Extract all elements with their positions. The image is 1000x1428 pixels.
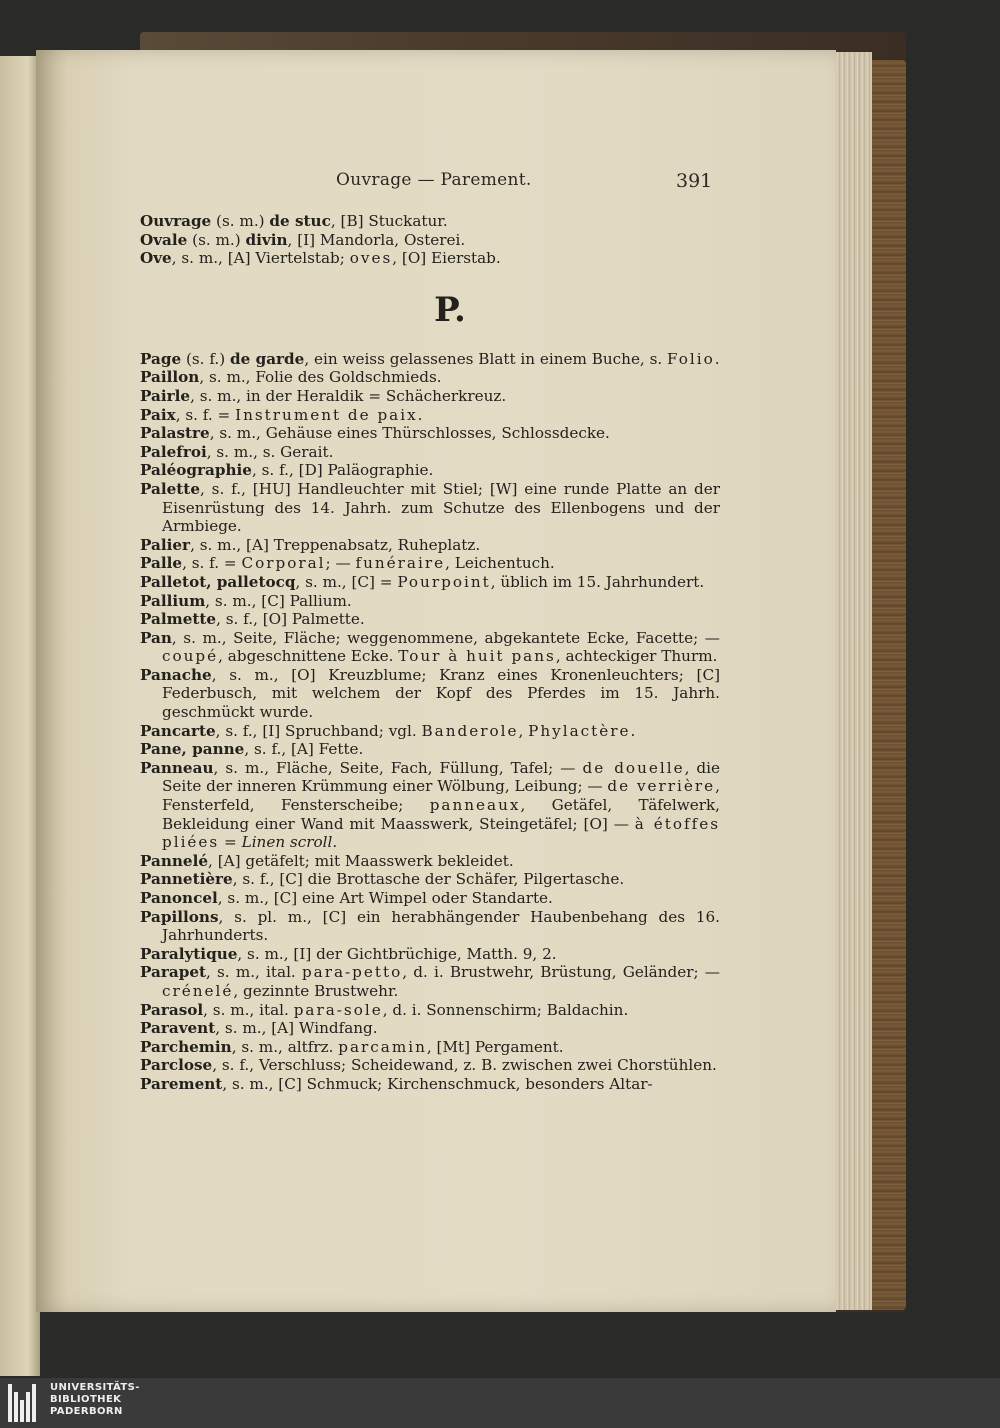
dictionary-entry: [140, 945, 720, 964]
entry-text: , s. f., [C] die Brottasche der Schäfer, Pilgertasche.: [232, 870, 625, 889]
left-page-strip: [0, 56, 40, 1376]
spaced-term: de douelle: [582, 758, 685, 777]
entry-text: , s. f., [HU] Handleuchter mit Stiel; [W] eine runde Platte an der Eisenrüstung des 14. Jahrh. zum Schutze des Ellenbogens und der Armbiege.: [162, 479, 720, 536]
entry-text: , s. f., [I] Spruchband; vgl.: [215, 721, 422, 740]
headword: Parclose: [140, 1056, 213, 1075]
book-spine-edge: [870, 60, 906, 1310]
entry-text: , s. m., Fläche, Seite, Fach, Füllung, Tafel; —: [213, 758, 583, 777]
entry-text: , s. m., [C] Schmuck; Kirchenschmuck, besonders Altar-: [222, 1074, 653, 1093]
spaced-term: Corporal: [241, 554, 326, 573]
entry-text: (s. m.): [187, 230, 246, 249]
entry-text: , s. m., [C] =: [295, 572, 398, 591]
dictionary-entry: [140, 1075, 720, 1094]
headword-phrase: de stuc: [269, 212, 331, 230]
dictionary-entry: [140, 461, 720, 480]
dictionary-entry: [140, 1001, 720, 1020]
headword-phrase: divin: [245, 230, 288, 249]
spaced-term: crénelé: [162, 981, 234, 1000]
entry-text: .: [332, 833, 338, 852]
section-letter: P.: [434, 289, 466, 330]
spaced-term: funéraire: [355, 554, 446, 573]
entry-text: , d. i. Sonnenschirm; Baldachin.: [382, 1000, 629, 1019]
dictionary-entry: [140, 480, 720, 536]
headword: Paléographie: [140, 461, 252, 480]
headword: Pane, panne: [140, 740, 245, 759]
dictionary-entry: [140, 722, 720, 741]
headword: Ove: [140, 249, 172, 268]
library-name-line-1: UNIVERSITÄTS-: [50, 1382, 140, 1393]
headword: Panache: [140, 665, 212, 684]
dictionary-entry: [140, 852, 720, 871]
page-number: 391: [676, 170, 713, 192]
entry-text: .: [630, 721, 636, 740]
entry-text: , s. m., [C] eine Art Wimpel oder Standarte.: [217, 889, 553, 907]
entry-text: , Fensterfeld, Fensterscheibe;: [162, 777, 720, 815]
entry-text: , s. pl. m., [C] ein herabhängender Haubenbehang des 16. Jahrhunderts.: [162, 907, 720, 945]
spaced-term: para-sole: [293, 1000, 383, 1019]
entry-text: , s. m., Folie des Goldschmieds.: [199, 368, 442, 387]
dictionary-entry: [140, 759, 720, 852]
headword: Parapet: [140, 963, 206, 982]
entry-text: , [B] Stuckatur.: [330, 212, 448, 230]
headword: Pannetière: [140, 870, 233, 889]
dictionary-entry: [140, 666, 720, 722]
entry-text: , abgeschnittene Ecke.: [218, 647, 399, 666]
dictionary-entry: [140, 1038, 720, 1057]
entry-text: , [I] Mandorla, Osterei.: [287, 230, 466, 249]
entry-text: , s. m., ital.: [206, 963, 302, 982]
dictionary-entry: [140, 443, 720, 462]
dictionary-entry: [140, 908, 720, 945]
dictionary-entry: [140, 554, 720, 573]
headword: Pan: [140, 628, 172, 647]
entry-text: , [Mt] Pergament.: [426, 1037, 564, 1056]
headword: Palette: [140, 479, 200, 498]
dictionary-entry: [140, 424, 720, 443]
entry-text: .: [417, 405, 423, 424]
library-name: [50, 1382, 140, 1418]
entry-text: ; —: [325, 554, 356, 573]
spaced-term: à étoffes pliées: [162, 814, 720, 852]
library-name-line-3: PADERBORN: [50, 1406, 123, 1417]
dictionary-entry: [140, 387, 720, 406]
dictionary-entry: [140, 536, 720, 555]
entry-text: (s. m.): [211, 212, 270, 230]
entry-text: , Leichentuch.: [445, 554, 555, 573]
headword: Parasol: [140, 1000, 204, 1019]
headword-phrase: de garde: [230, 349, 305, 368]
dictionary-entry: [140, 1019, 720, 1038]
entry-text: .: [714, 349, 720, 368]
headword: Pannelé: [140, 851, 209, 870]
dictionary-text: [140, 212, 720, 1094]
spaced-term: Phylactère: [528, 721, 631, 740]
entry-text: , gezinnte Brustwehr.: [233, 981, 399, 1000]
dictionary-entry: [140, 610, 720, 629]
entry-text: , s. m., [A] Viertelstab;: [171, 249, 350, 268]
headword: Pancarte: [140, 721, 216, 740]
headword: Parchemin: [140, 1037, 232, 1056]
headword: Panoncel: [140, 889, 218, 907]
dictionary-entry: [140, 1056, 720, 1075]
entry-text: , s. m., Gehäuse eines Thürschlosses, Schlossdecke.: [209, 424, 610, 443]
spaced-term: de verrière: [607, 777, 716, 796]
headword: Ouvrage: [140, 212, 212, 230]
dictionary-entry: [140, 963, 720, 1000]
entry-text: , s. m., [O] Kreuzblume; Kranz eines Kronenleuchters; [C] Federbusch, mit welchem der Kopf des Pferdes im 15. Jahrh. geschmückt wurde.: [162, 665, 720, 722]
entry-text: , üblich im 15. Jahrhundert.: [490, 572, 705, 591]
dictionary-entry: [140, 889, 720, 908]
spaced-term: Tour à huit pans: [398, 647, 556, 666]
entry-text: , s. m., [A] Windfang.: [215, 1019, 378, 1038]
spaced-term: Folio: [667, 349, 715, 368]
entry-text: , s. f., [D] Paläographie.: [251, 461, 434, 480]
headword: Paravent: [140, 1019, 216, 1038]
dictionary-entry: [140, 368, 720, 387]
dictionary-entry: [140, 573, 720, 592]
entry-text: , s. m., ital.: [203, 1000, 294, 1019]
headword: Paralytique: [140, 944, 238, 963]
italic-term: Linen scroll: [241, 833, 333, 852]
spaced-term: Pourpoint: [397, 572, 491, 591]
entry-text: , Getäfel, Täfelwerk, Bekleidung einer Wand mit Maasswerk, Steingetäfel; [O] —: [162, 796, 721, 833]
entry-text: , s. f. =: [182, 554, 242, 573]
headword: Palmette: [140, 610, 217, 629]
entry-text: , s. m., [C] Pallium.: [205, 591, 352, 610]
headword: Paillon: [140, 368, 200, 387]
entry-text: , d. i. Brustwehr, Brüstung, Geländer; —: [402, 963, 720, 982]
entry-text: , s. m., Seite, Fläche; weggenommene, abgekantete Ecke, Facette; —: [171, 628, 720, 647]
entry-text: , s. m., [A] Treppenabsatz, Ruheplatz.: [190, 535, 481, 554]
headword: Pallium: [140, 591, 206, 610]
entry-text: =: [219, 833, 242, 852]
spaced-term: panneaux: [429, 796, 521, 815]
headword: Palefroi: [140, 442, 207, 461]
headword: Pairle: [140, 386, 191, 405]
dictionary-entry: [140, 406, 720, 425]
entry-text: , s. f., [A] Fette.: [244, 740, 364, 759]
entry-text: , s. m., s. Gerait.: [206, 442, 334, 461]
headword: Ovale: [140, 230, 188, 249]
spaced-term: Instrument de paix: [235, 405, 418, 424]
entry-text: ,: [518, 721, 529, 740]
dictionary-entry: [140, 249, 720, 268]
entry-text: , s. m., in der Heraldik = Schächerkreuz.: [190, 386, 507, 405]
library-name-line-2: BIBLIOTHEK: [50, 1394, 122, 1405]
entries-section-p: [140, 350, 720, 1094]
spaced-term: coupé: [162, 647, 219, 666]
headword: Papillons: [140, 907, 219, 926]
entry-text: , s. m., [I] der Gichtbrüchige, Matth. 9, 2.: [237, 944, 557, 963]
entry-text: , ein weiss gelassenes Blatt in einem Buche, s.: [304, 349, 668, 368]
headword: Palier: [140, 535, 191, 554]
entry-text: , s. m., altfrz.: [231, 1037, 339, 1056]
dictionary-entry: [140, 350, 720, 369]
headword: Parement: [140, 1074, 223, 1093]
spaced-term: parcamin: [338, 1037, 427, 1056]
headword: Palletot, palletocq: [140, 572, 296, 591]
headword: Paix: [140, 405, 176, 424]
headword: Panneau: [140, 758, 214, 777]
entry-text: , s. f., [O] Palmette.: [216, 610, 365, 629]
spaced-term: oves: [349, 249, 393, 268]
entry-text: , achteckiger Thurm.: [555, 647, 718, 666]
dictionary-entry: [140, 629, 720, 666]
dictionary-entry: [140, 592, 720, 611]
entry-text: , [A] getäfelt; mit Maasswerk bekleidet.: [208, 851, 514, 870]
dictionary-entry: [140, 870, 720, 889]
library-footer: [0, 1378, 1000, 1428]
entries-before-section: [140, 212, 720, 268]
entry-text: , s. f. =: [175, 405, 236, 424]
entry-text: , s. f., Verschluss; Scheidewand, z. B. zwischen zwei Chorstühlen.: [212, 1056, 717, 1075]
running-title: Ouvrage — Parement.: [336, 170, 532, 190]
spaced-term: Banderole: [421, 721, 519, 740]
entry-text: (s. f.): [181, 349, 231, 368]
spaced-term: para-petto: [301, 963, 403, 982]
library-logo-icon: [8, 1384, 44, 1422]
entry-text: , [O] Eierstab.: [392, 249, 501, 268]
headword: Page: [140, 349, 182, 368]
headword: Palastre: [140, 424, 210, 443]
running-header: [0, 170, 1000, 198]
dictionary-entry: [140, 740, 720, 759]
dictionary-entry: [140, 212, 720, 231]
entry-text: , die Seite der inneren Krümmung einer Wölbung, Leibung; —: [162, 758, 720, 796]
dictionary-entry: [140, 231, 720, 250]
headword: Palle: [140, 554, 183, 573]
